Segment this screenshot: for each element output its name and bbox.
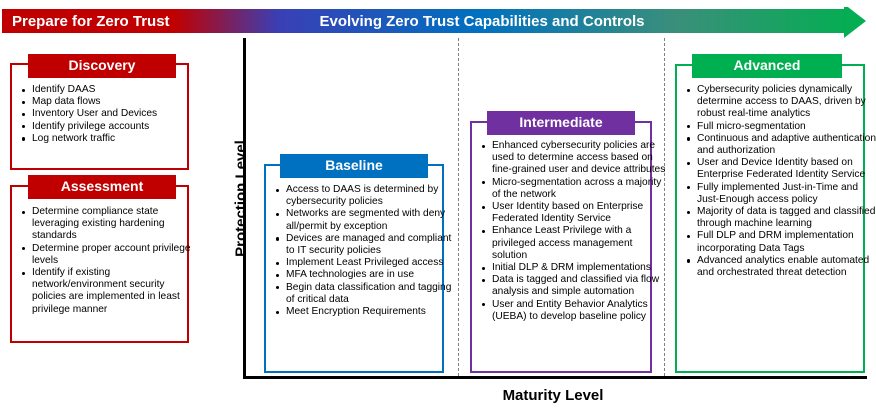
list-item: Full micro-segmentation	[697, 121, 876, 133]
assessment-title: Assessment	[28, 175, 176, 199]
list-item: Meet Encryption Requirements	[286, 306, 456, 318]
list-item: Devices are managed and compliant to IT security policies	[286, 233, 456, 257]
list-item: Identify if existing network/environment security policies are implemented in least privilege manner	[32, 267, 200, 316]
list-item: Identify privilege accounts	[32, 121, 198, 133]
advanced-title: Advanced	[692, 54, 842, 78]
x-axis	[243, 376, 867, 379]
list-item: Networks are segmented with deny all/permit by exception	[286, 208, 456, 232]
list-item: Micro-segmentation across a majority of the network	[492, 177, 666, 201]
list-item: Identify DAAS	[32, 84, 198, 96]
list-item: MFA technologies are in use	[286, 269, 456, 281]
y-axis-label: Protection Level	[232, 140, 250, 257]
intermediate-list	[478, 140, 666, 323]
list-item: Log network traffic	[32, 133, 198, 145]
maturity-banner-arrow	[2, 7, 854, 35]
list-item: User and Device Identity based on Enterprise Federated Identity Service	[697, 157, 876, 181]
list-item: User and Entity Behavior Analytics (UEBA) to develop baseline policy	[492, 299, 666, 323]
list-item: Advanced analytics enable automated and orchestrated threat detection	[697, 255, 876, 279]
advanced-list	[683, 84, 876, 279]
list-item: Begin data classification and tagging of critical data	[286, 282, 456, 306]
x-axis-label: Maturity Level	[502, 387, 604, 404]
list-item: User Identity based on Enterprise Federated Identity Service	[492, 201, 666, 225]
prepare-label: Prepare for Zero Trust	[12, 13, 170, 30]
divider-1	[458, 38, 459, 376]
assessment-list	[18, 206, 200, 316]
list-item: Initial DLP & DRM implementations	[492, 262, 666, 274]
discovery-title: Discovery	[28, 54, 176, 78]
list-item: Cybersecurity policies dynamically determine access to DAAS, driven by robust real-time analytics	[697, 84, 876, 121]
list-item: Inventory User and Devices	[32, 108, 198, 120]
list-item: Continuous and adaptive authentication and authorization	[697, 132, 876, 157]
list-item: Map data flows	[32, 96, 198, 108]
intermediate-title: Intermediate	[487, 111, 635, 135]
list-item: Data is tagged and classified via flow analysis and simple automation	[492, 274, 666, 298]
list-item: Full DLP and DRM implementation incorporating Data Tags	[697, 230, 876, 254]
list-item: Enhance Least Privilege with a privileged access management solution	[492, 225, 666, 262]
list-item: Access to DAAS is determined by cybersecurity policies	[286, 184, 456, 208]
discovery-list	[18, 84, 198, 145]
list-item: Determine proper account privilege levels	[32, 243, 200, 267]
list-item: Majority of data is tagged and classified through machine learning	[697, 206, 876, 230]
list-item: Implement Least Privileged access	[286, 257, 456, 269]
baseline-title: Baseline	[280, 154, 428, 178]
list-item: Fully implemented Just-in-Time and Just-Enough access policy	[697, 182, 876, 206]
evolving-label: Evolving Zero Trust Capabilities and Controls	[319, 13, 645, 30]
list-item: Enhanced cybersecurity policies are used to determine access based on fine-grained user and device attributes	[492, 140, 666, 176]
list-item: Determine compliance state leveraging existing hardening standards	[32, 206, 200, 243]
baseline-list	[272, 184, 456, 318]
